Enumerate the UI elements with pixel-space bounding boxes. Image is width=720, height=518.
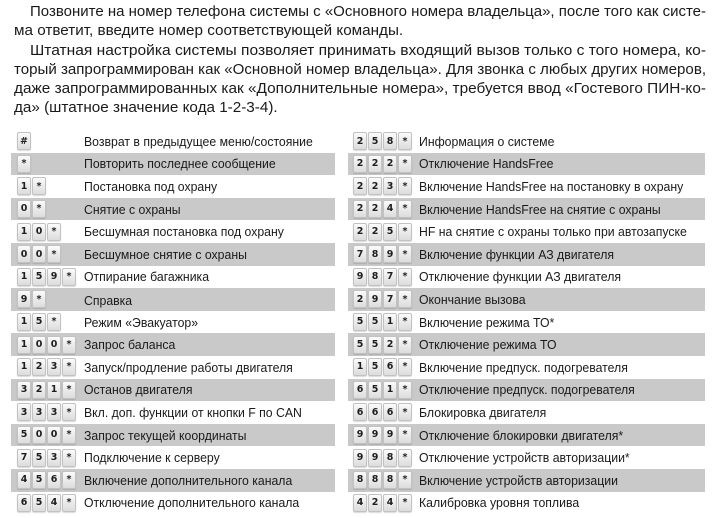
- key-digit: 1: [17, 268, 31, 286]
- command-row: [348, 153, 705, 176]
- key-star: *: [47, 313, 61, 331]
- command-row: [11, 401, 335, 424]
- intro-line-text: да» (штатное значение кода 1-2-3-4).: [14, 99, 278, 117]
- command-row: [11, 469, 335, 492]
- key-digit: 8: [368, 471, 382, 489]
- key-sequence: [348, 471, 412, 490]
- key-star: *: [398, 336, 412, 354]
- key-sequence: [11, 448, 76, 467]
- intro-line: [14, 98, 706, 117]
- key-star: *: [17, 155, 31, 173]
- key-digit: 5: [353, 313, 367, 331]
- key-digit: 4: [383, 200, 397, 218]
- key-digit: 8: [368, 268, 382, 286]
- key-sequence: [348, 403, 412, 422]
- key-digit: 1: [383, 381, 397, 399]
- key-digit: 2: [383, 155, 397, 173]
- intro-line-text: даже запрограммированных как «Дополнительные номера», требуется ввод «Гостевого ПИН-ко-: [14, 80, 706, 98]
- key-digit: 5: [368, 358, 382, 376]
- command-row: [348, 356, 705, 379]
- command-row: [348, 311, 705, 334]
- key-star: *: [398, 358, 412, 376]
- key-digit: 3: [47, 449, 61, 467]
- key-digit: 6: [353, 381, 367, 399]
- key-star: *: [398, 177, 412, 195]
- key-digit: 0: [32, 336, 46, 354]
- key-sequence: [11, 358, 76, 377]
- key-digit: 9: [368, 290, 382, 308]
- key-star: *: [62, 358, 76, 376]
- key-digit: 5: [32, 494, 46, 512]
- key-sequence: [11, 380, 76, 399]
- key-sequence: [11, 200, 46, 219]
- command-row: [348, 220, 705, 243]
- command-row: [348, 379, 705, 402]
- command-description: Бесшумная постановка под охрану: [84, 224, 284, 240]
- key-digit: 8: [353, 471, 367, 489]
- key-digit: 3: [17, 381, 31, 399]
- key-digit: 3: [47, 403, 61, 421]
- key-digit: 2: [368, 494, 382, 512]
- command-row: [11, 492, 335, 515]
- key-digit: 3: [47, 358, 61, 376]
- key-star: *: [398, 471, 412, 489]
- command-description: Включение режима ТО*: [419, 314, 555, 330]
- key-sequence: [11, 493, 76, 512]
- command-description: Режим «Эвакуатор»: [84, 314, 199, 330]
- key-digit: 0: [17, 200, 31, 218]
- command-description: Отключение режима ТО: [419, 337, 557, 353]
- intro-line: [14, 79, 706, 98]
- key-digit: 0: [47, 336, 61, 354]
- key-sequence: [348, 493, 412, 512]
- key-star: *: [398, 381, 412, 399]
- command-description: Отпирание багажника: [84, 269, 210, 285]
- command-description: Повторить последнее сообщение: [84, 156, 276, 172]
- key-digit: 6: [368, 403, 382, 421]
- key-star: *: [32, 290, 46, 308]
- command-description: Информация о системе: [419, 133, 555, 149]
- command-description: Снятие с охраны: [84, 201, 181, 217]
- key-sequence: [11, 471, 76, 490]
- key-sequence: [348, 313, 412, 332]
- command-description: Отключение HandsFree: [419, 156, 554, 172]
- key-digit: 2: [383, 336, 397, 354]
- command-description: Вкл. доп. функции от кнопки F по CAN: [84, 404, 302, 420]
- key-digit: 1: [17, 358, 31, 376]
- command-description: Отключение функции АЗ двигателя: [419, 269, 621, 285]
- key-digit: 2: [368, 155, 382, 173]
- key-sequence: [11, 222, 61, 241]
- key-digit: 5: [368, 381, 382, 399]
- key-digit: 6: [47, 471, 61, 489]
- intro-line: [14, 41, 706, 60]
- intro-line-text: Штатная настройка системы позволяет принимать входящий вызов только с того номера, ко-: [30, 41, 707, 59]
- command-description: Запрос текущей координаты: [84, 427, 247, 443]
- key-digit: 2: [368, 200, 382, 218]
- command-description: Бесшумное снятие с охраны: [84, 246, 247, 262]
- key-digit: 0: [32, 245, 46, 263]
- command-description: HF на снятие с охраны только при автозапуске: [419, 224, 687, 240]
- key-digit: 8: [383, 449, 397, 467]
- key-star: *: [32, 177, 46, 195]
- key-star: *: [62, 403, 76, 421]
- command-row: [348, 288, 705, 311]
- key-sequence: [348, 132, 412, 151]
- key-digit: 9: [47, 268, 61, 286]
- command-row: [11, 288, 335, 311]
- intro-text: [14, 2, 706, 118]
- key-star: *: [398, 426, 412, 444]
- key-sequence: [11, 267, 76, 286]
- key-sequence: [348, 245, 412, 264]
- key-sequence: [11, 290, 46, 309]
- key-star: *: [398, 223, 412, 241]
- key-hash: #: [17, 132, 31, 150]
- command-row: [11, 311, 335, 334]
- key-digit: 7: [383, 268, 397, 286]
- command-description: Включение дополнительного канала: [84, 472, 293, 488]
- key-digit: 2: [368, 177, 382, 195]
- command-row: [11, 243, 335, 266]
- command-row: [348, 198, 705, 221]
- command-row: [348, 424, 705, 447]
- key-star: *: [398, 313, 412, 331]
- key-digit: 9: [383, 245, 397, 263]
- command-row: [11, 379, 335, 402]
- key-sequence: [11, 245, 61, 264]
- command-description: Включение HandsFree на снятие с охраны: [419, 201, 661, 217]
- key-star: *: [62, 381, 76, 399]
- key-star: *: [62, 449, 76, 467]
- key-digit: 4: [47, 494, 61, 512]
- key-digit: 5: [368, 336, 382, 354]
- key-star: *: [62, 426, 76, 444]
- key-star: *: [398, 132, 412, 150]
- key-sequence: [11, 177, 46, 196]
- command-description: Запуск/продление работы двигателя: [84, 359, 293, 375]
- key-sequence: [348, 290, 412, 309]
- key-digit: 1: [17, 223, 31, 241]
- key-sequence: [11, 335, 76, 354]
- key-star: *: [398, 268, 412, 286]
- key-digit: 0: [17, 245, 31, 263]
- key-digit: 9: [353, 449, 367, 467]
- key-digit: 8: [368, 245, 382, 263]
- key-sequence: [11, 313, 61, 332]
- key-digit: 4: [383, 494, 397, 512]
- key-digit: 4: [17, 471, 31, 489]
- command-description: Подключение к серверу: [84, 450, 220, 466]
- key-digit: 8: [383, 132, 397, 150]
- key-sequence: [11, 154, 31, 173]
- command-description: Окончание вызова: [419, 291, 526, 307]
- key-sequence: [348, 358, 412, 377]
- command-description: Калибровка уровня топлива: [419, 495, 580, 511]
- command-description: Включение устройств авторизации: [419, 472, 618, 488]
- intro-line: [14, 2, 706, 21]
- command-row: [348, 401, 705, 424]
- key-digit: 9: [17, 290, 31, 308]
- key-digit: 5: [17, 426, 31, 444]
- key-sequence: [348, 177, 412, 196]
- key-digit: 1: [17, 177, 31, 195]
- key-digit: 5: [32, 268, 46, 286]
- command-description: Отключение блокировки двигателя*: [419, 427, 624, 443]
- key-digit: 3: [383, 177, 397, 195]
- intro-line-text: ма ответит, введите номер соответствующей команды.: [14, 22, 404, 40]
- key-sequence: [348, 448, 412, 467]
- key-digit: 7: [383, 290, 397, 308]
- command-description: Отключение предпуск. подогревателя: [419, 382, 635, 398]
- key-star: *: [47, 245, 61, 263]
- key-digit: 4: [353, 494, 367, 512]
- key-digit: 2: [353, 177, 367, 195]
- command-row: [11, 153, 335, 176]
- key-digit: 9: [383, 426, 397, 444]
- command-description: Возврат в предыдущее меню/состояние: [84, 133, 313, 149]
- key-digit: 1: [17, 313, 31, 331]
- key-digit: 1: [47, 381, 61, 399]
- command-row: [348, 446, 705, 469]
- command-description: Включение HandsFree на постановку в охрану: [419, 178, 684, 194]
- key-sequence: [348, 267, 412, 286]
- key-digit: 2: [32, 358, 46, 376]
- key-digit: 5: [32, 313, 46, 331]
- key-digit: 2: [353, 132, 367, 150]
- command-row: [348, 469, 705, 492]
- command-row: [11, 356, 335, 379]
- key-digit: 5: [368, 132, 382, 150]
- key-star: *: [398, 290, 412, 308]
- command-description: Включение функции АЗ двигателя: [419, 246, 615, 262]
- key-digit: 5: [383, 223, 397, 241]
- key-sequence: [11, 403, 76, 422]
- key-digit: 9: [353, 426, 367, 444]
- key-digit: 6: [383, 358, 397, 376]
- key-star: *: [398, 245, 412, 263]
- command-row: [348, 492, 705, 515]
- command-row: [11, 175, 335, 198]
- key-digit: 6: [383, 403, 397, 421]
- key-sequence: [348, 426, 412, 445]
- key-digit: 9: [368, 426, 382, 444]
- key-sequence: [348, 200, 412, 219]
- command-row: [11, 424, 335, 447]
- command-description: Блокировка двигателя: [419, 404, 547, 420]
- key-digit: 0: [32, 426, 46, 444]
- command-description: Отключение устройств авторизации*: [419, 450, 630, 466]
- key-star: *: [47, 223, 61, 241]
- key-sequence: [348, 335, 412, 354]
- command-row: [11, 198, 335, 221]
- key-digit: 1: [17, 336, 31, 354]
- command-row: [11, 220, 335, 243]
- intro-line: [14, 21, 706, 40]
- command-description: Справка: [84, 293, 133, 309]
- key-digit: 7: [353, 245, 367, 263]
- key-digit: 7: [17, 449, 31, 467]
- key-digit: 1: [353, 358, 367, 376]
- key-digit: 2: [353, 223, 367, 241]
- key-star: *: [398, 494, 412, 512]
- command-row: [348, 333, 705, 356]
- key-digit: 8: [383, 471, 397, 489]
- key-digit: 0: [32, 223, 46, 241]
- key-star: *: [32, 200, 46, 218]
- key-star: *: [398, 155, 412, 173]
- key-digit: 2: [353, 155, 367, 173]
- key-digit: 5: [368, 313, 382, 331]
- key-sequence: [348, 154, 412, 173]
- key-digit: 1: [383, 313, 397, 331]
- key-sequence: [11, 426, 76, 445]
- command-row: [11, 333, 335, 356]
- command-row: [348, 266, 705, 289]
- key-digit: 6: [353, 403, 367, 421]
- key-star: *: [62, 494, 76, 512]
- key-star: *: [398, 449, 412, 467]
- key-sequence: [348, 222, 412, 241]
- key-digit: 5: [32, 449, 46, 467]
- command-description: Включение предпуск. подогревателя: [419, 359, 628, 375]
- command-description: Отключение дополнительного канала: [84, 495, 300, 511]
- command-description: Запрос баланса: [84, 337, 176, 353]
- command-description: Останов двигателя: [84, 382, 193, 398]
- key-digit: 9: [368, 449, 382, 467]
- key-star: *: [62, 268, 76, 286]
- key-star: *: [62, 471, 76, 489]
- key-star: *: [398, 200, 412, 218]
- key-digit: 3: [17, 403, 31, 421]
- key-digit: 2: [32, 381, 46, 399]
- key-digit: 2: [353, 200, 367, 218]
- key-digit: 2: [353, 290, 367, 308]
- key-sequence: [348, 380, 412, 399]
- key-star: *: [398, 403, 412, 421]
- command-row: [348, 243, 705, 266]
- intro-line-text: Позвоните на номер телефона системы с «Основного номера владельца», после того как систе-: [30, 3, 707, 20]
- intro-line-text: торый запрограммирован как «Основной номер владельца». Для звонка с любых других номеров,: [14, 60, 707, 78]
- intro-line: [14, 60, 706, 79]
- key-digit: 5: [32, 471, 46, 489]
- command-table-right: [348, 130, 705, 514]
- key-digit: 2: [368, 223, 382, 241]
- command-description: Постановка под охрану: [84, 178, 218, 194]
- command-row: [11, 446, 335, 469]
- key-digit: 9: [353, 268, 367, 286]
- command-row: [11, 130, 335, 153]
- command-row: [348, 175, 705, 198]
- key-star: *: [62, 336, 76, 354]
- command-row: [348, 130, 705, 153]
- key-digit: 5: [353, 336, 367, 354]
- key-digit: 0: [47, 426, 61, 444]
- command-table-left: [11, 130, 335, 514]
- key-sequence: [11, 132, 31, 151]
- key-digit: 3: [32, 403, 46, 421]
- command-row: [11, 266, 335, 289]
- key-digit: 6: [17, 494, 31, 512]
